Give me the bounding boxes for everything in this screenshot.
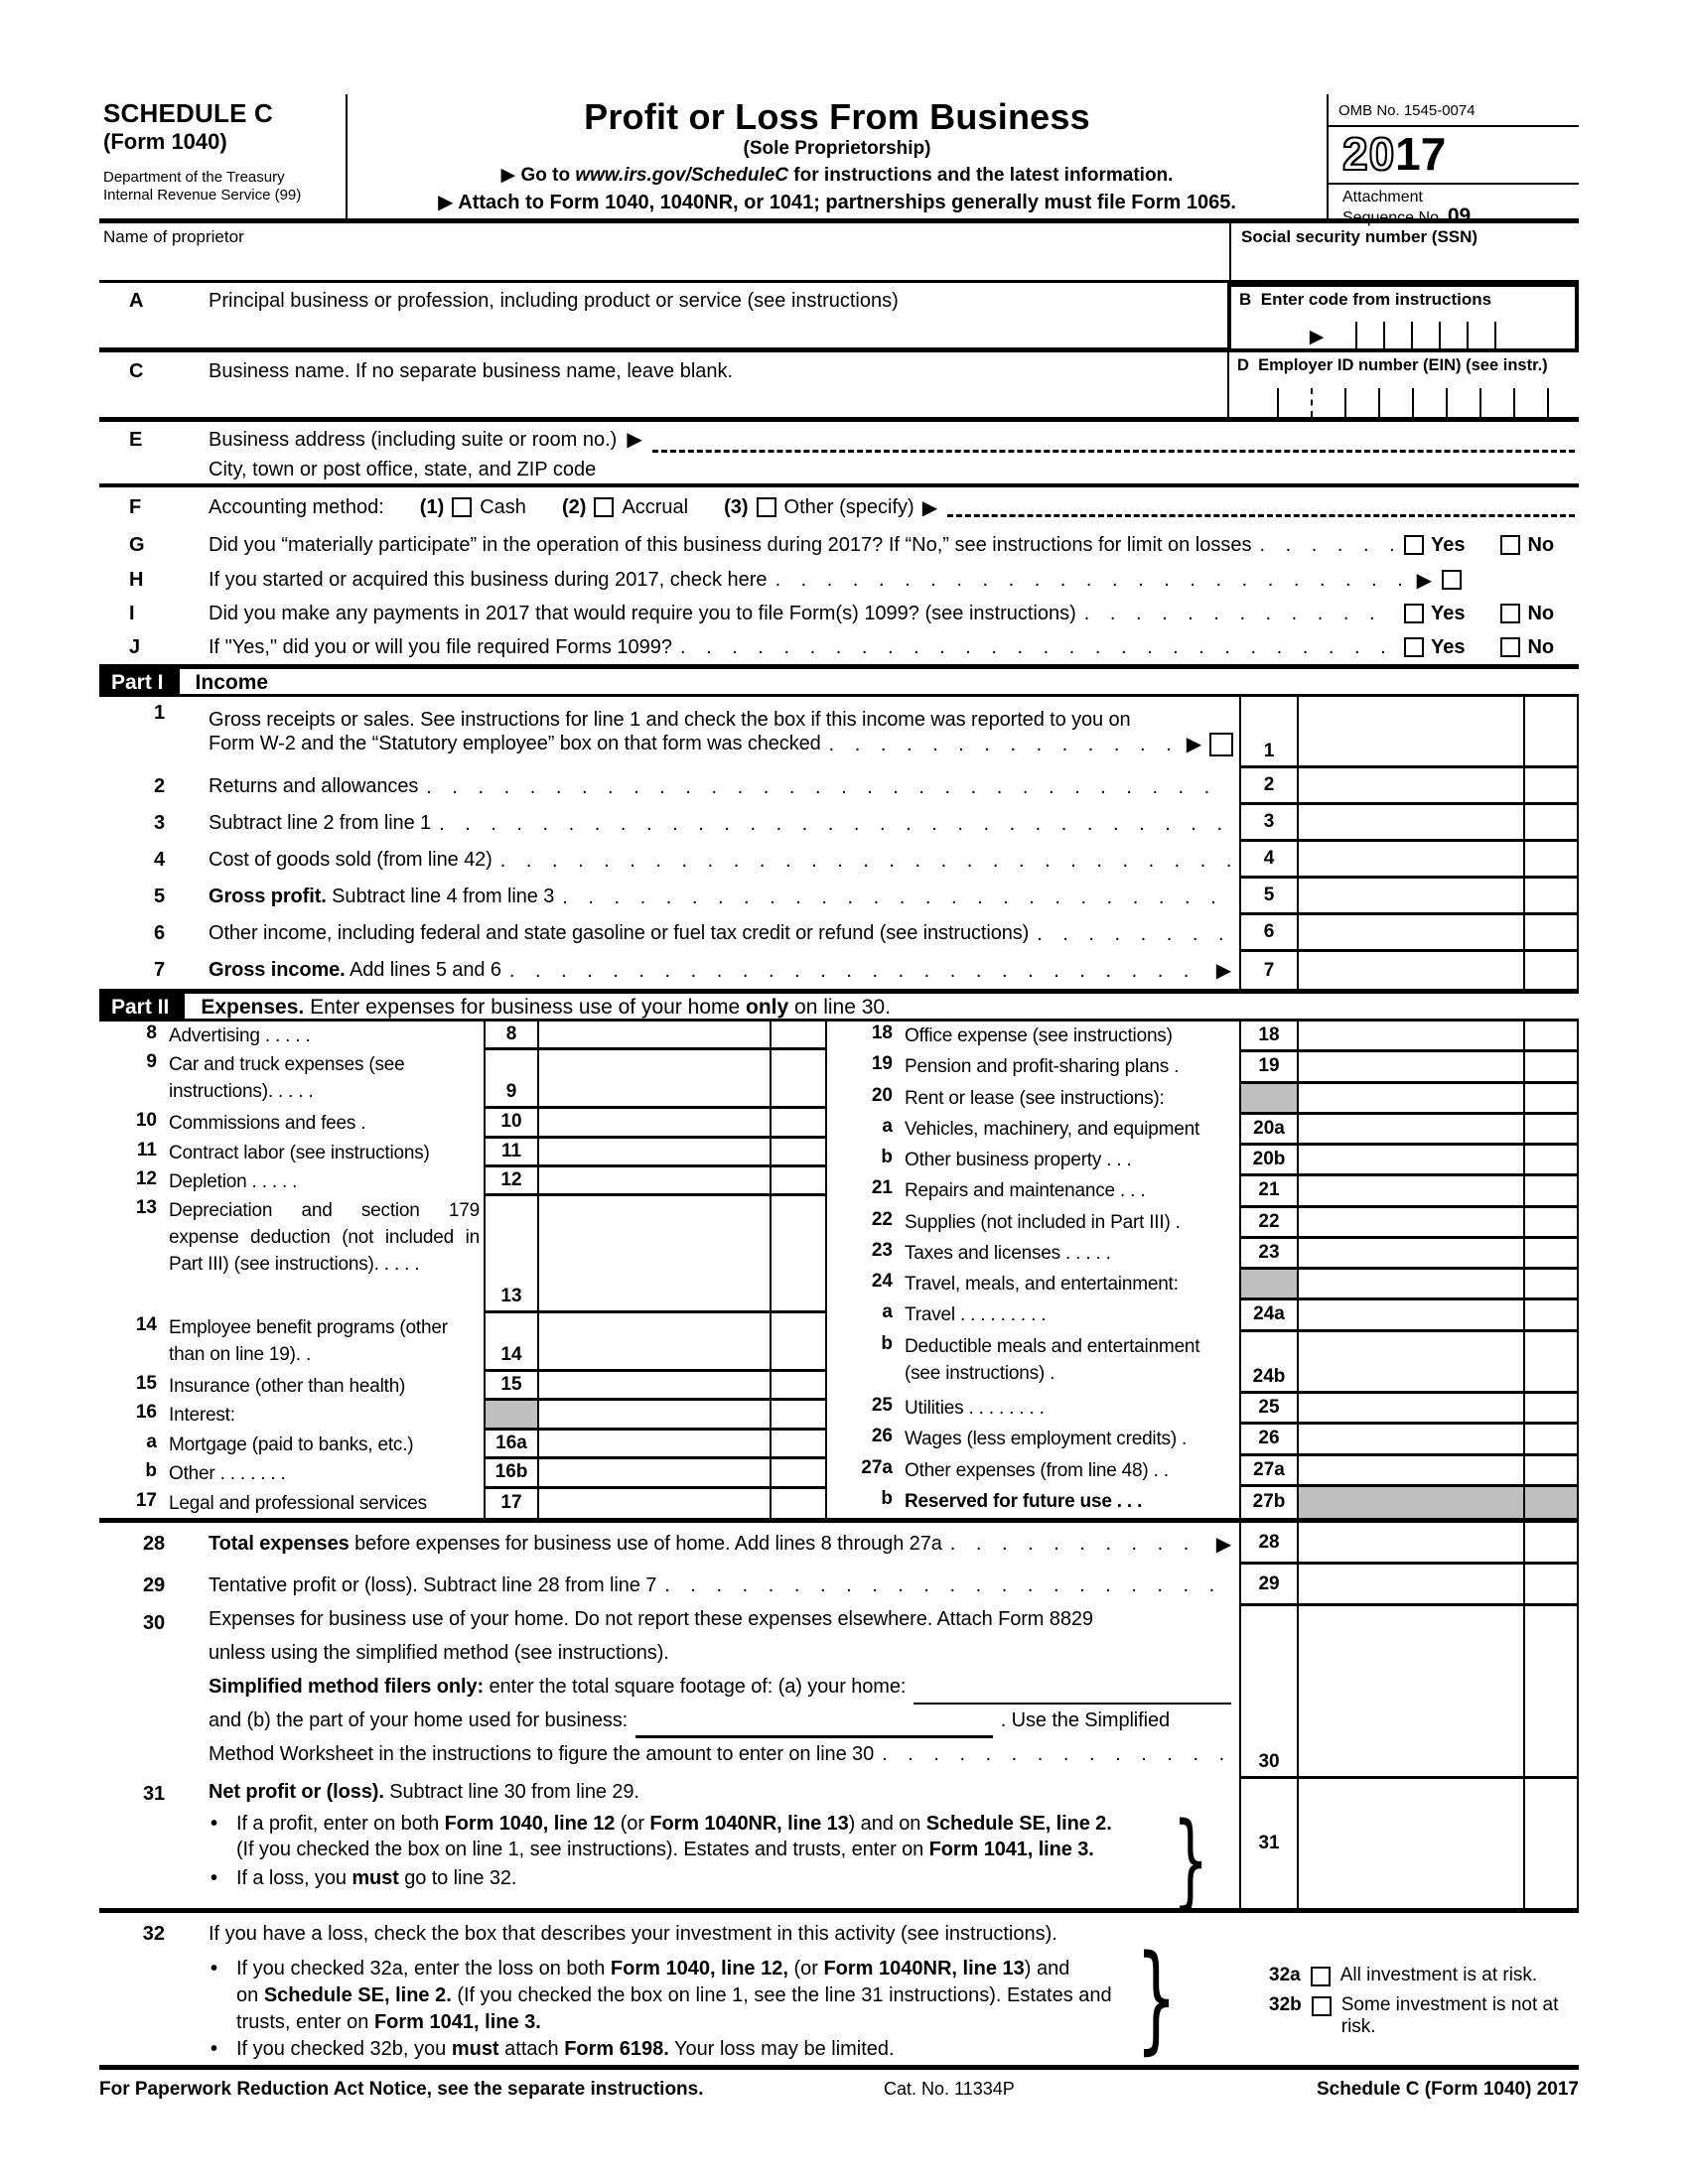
form-title-block	[346, 94, 1329, 218]
line-box-number: 27a	[1239, 1456, 1299, 1487]
dot-leader	[562, 887, 1231, 908]
line-number: 29	[142, 1573, 165, 1596]
year-bold: 17	[1395, 128, 1447, 180]
line-number: 2	[153, 775, 165, 797]
line-box-number: 22	[1239, 1208, 1299, 1239]
at-risk-choices: 32a All investment is at risk. 32b Some investment is not at risk.	[1269, 1965, 1559, 2037]
cents-field[interactable]	[1525, 1425, 1579, 1455]
cents-field	[1525, 1084, 1579, 1115]
ssn-field[interactable]: Social security number (SSN)	[1229, 223, 1579, 280]
line-box-number: 24a	[1239, 1300, 1299, 1331]
code-digit-cell[interactable]	[1441, 322, 1469, 348]
line-box-number: 20b	[1239, 1146, 1299, 1176]
amount-field[interactable]	[1299, 1779, 1525, 1908]
materially-participate-yes-checkbox[interactable]	[1404, 535, 1424, 555]
amount-field[interactable]	[1299, 1565, 1525, 1606]
line-number: 32a	[1269, 1965, 1301, 1985]
brace-glyph: }	[1172, 1800, 1209, 1921]
cents-field[interactable]	[1525, 1176, 1579, 1207]
arrow-icon: ▶	[500, 165, 516, 186]
amount-field[interactable]	[539, 1050, 772, 1109]
expense-row-14: 14 Employee benefit programs (other than on line 19). . 14	[99, 1313, 827, 1372]
amount-field[interactable]	[539, 1489, 772, 1518]
line-box-number: 15	[484, 1372, 539, 1401]
schedule-name: SCHEDULE C	[103, 98, 274, 128]
all-investment-at-risk-checkbox[interactable]	[1311, 1967, 1331, 1986]
line-box-number: 16b	[484, 1459, 539, 1488]
started-business-checkbox[interactable]	[1442, 570, 1462, 590]
ein-digit-cell[interactable]	[1346, 388, 1380, 417]
expense-row-20a: a Vehicles, machinery, and equipment 20a	[841, 1115, 1579, 1146]
form-number: (Form 1040)	[103, 129, 227, 154]
line-31: 31 Net profit or (loss). Subtract line 30 from line 29. • If a profit, enter on both Form 1040, line 12 (or Form 1040NR, line 13) and on Schedule SE, line 2. (If you checked the box on line 1, see instructions). Estates and trusts, enter on Form 1041, line 3. • If a loss, you must go to line 32. } 31	[99, 1779, 1579, 1908]
expense-row-27b: b Reserved for future use . . . 27b	[841, 1487, 1579, 1518]
line-box-number: 25	[1239, 1394, 1299, 1425]
income-line-1: 1 Gross receipts or sales. See instructions for line 1 and check the box if this income was reported to you on Form W-2 and the “Statutory employee” box on that form was checked . . . ▶ 1	[99, 697, 1579, 768]
line-number: 7	[153, 959, 165, 981]
line-box-number: 24b	[1239, 1332, 1299, 1395]
arrow-icon: ▶	[1186, 734, 1201, 755]
form-id-block	[99, 94, 346, 218]
statutory-employee-checkbox[interactable]	[1209, 733, 1233, 756]
ein-box[interactable]: D Employer ID number (EIN) (see instr.)	[1227, 352, 1579, 422]
line-box-number: 21	[1239, 1176, 1299, 1207]
amount-field[interactable]	[1299, 842, 1525, 879]
amount-field[interactable]	[1299, 915, 1525, 952]
dot-leader	[500, 850, 1231, 872]
amount-field[interactable]	[539, 1139, 772, 1167]
line-box-number: 5	[1239, 879, 1299, 915]
line-letter: J	[129, 635, 141, 658]
amount-field[interactable]	[539, 1459, 772, 1488]
form-footer-id: Schedule C (Form 1040) 2017	[1317, 2079, 1579, 2100]
cents-field[interactable]	[1525, 1565, 1579, 1606]
cents-field[interactable]	[1525, 1146, 1579, 1176]
part2-title: Expenses. Enter expenses for business use of your home only on line 30.	[201, 995, 891, 1019]
line-box-number: 2	[1239, 768, 1299, 805]
line-a-field[interactable]: A Principal business or profession, including product or service (see instructions)	[99, 283, 1227, 352]
line-number: 3	[153, 812, 165, 834]
line-box-number: 9	[484, 1050, 539, 1109]
expense-row-16b: b Other . . . . . . . 16b	[99, 1459, 827, 1488]
line-box-number	[1239, 1084, 1299, 1115]
amount-field[interactable]	[1299, 768, 1525, 805]
code-digit-cell[interactable]	[1357, 322, 1385, 348]
payments-1099-no-checkbox[interactable]	[1500, 604, 1520, 623]
yes-no-group: Yes No	[1404, 534, 1579, 557]
line-box-number: 23	[1239, 1239, 1299, 1270]
paperwork-notice: For Paperwork Reduction Act Notice, see the separate instructions.	[99, 2079, 704, 2100]
amount-field[interactable]	[539, 1167, 772, 1196]
cents-field[interactable]	[1525, 1456, 1579, 1487]
form-title: Profit or Loss From Business	[584, 96, 1090, 137]
dot-leader	[829, 734, 1179, 755]
cents-field[interactable]	[772, 1109, 827, 1138]
line-box-number: 17	[484, 1489, 539, 1518]
amount-field[interactable]	[1299, 1456, 1525, 1487]
amount-field[interactable]	[1299, 1022, 1525, 1052]
line-box-number: 30	[1239, 1606, 1299, 1779]
expense-row-25: 25 Utilities . . . . . . . . 25	[841, 1394, 1579, 1425]
brace-glyph: }	[1135, 1929, 1178, 2066]
line-28: 28 Total expenses before expenses for business use of home. Add lines 8 through 27a . . . ▶ 28	[99, 1523, 1579, 1565]
form-footer	[99, 2070, 1579, 2101]
line-letter: G	[129, 533, 145, 556]
line-32-section: 32 If you have a loss, check the box that describes your investment in this activity (see instructions). • If you checked 32a, enter the loss on both Form 1040, line 12, (or Form 1040NR, line 13) and on Schedule SE, line 2. (If you checked the box on line 1, see the line 31 instructions). Estates and trusts, enter on Form 1041, line 3. • If you checked 32b, you must attach Form 6198. Your loss may be limited. } 32a All investment is at risk. 32b Some investment is not at risk.	[99, 1913, 1579, 2070]
cents-field[interactable]	[772, 1313, 827, 1372]
line-number: 28	[142, 1532, 165, 1555]
dot-leader	[426, 776, 1231, 798]
cents-field[interactable]	[1525, 1394, 1579, 1425]
row-f: F Accounting method: (1) Cash (2) Accrual (3) Other (specify) ▶	[99, 487, 1579, 527]
catalog-number: Cat. No. 11334P	[884, 2079, 1015, 2099]
income-section	[99, 697, 1579, 989]
expense-row-12: 12 Depletion . . . . . 12	[99, 1167, 827, 1196]
dot-leader	[1037, 923, 1231, 945]
line-number: 4	[153, 849, 165, 871]
cents-field[interactable]	[772, 1489, 827, 1518]
income-line-4: 4 Cost of goods sold (from line 42) . . . 4	[99, 842, 1579, 879]
cents-field[interactable]	[772, 1050, 827, 1109]
line-box-number: 3	[1239, 805, 1299, 842]
accrual-checkbox[interactable]	[594, 497, 614, 517]
expense-row-16: 16 Interest:	[99, 1401, 827, 1430]
code-digit-cell[interactable]	[1385, 322, 1413, 348]
income-line-6: 6 Other income, including federal and state gasoline or fuel tax credit or refund (see instructions) . . . 6	[99, 915, 1579, 952]
expense-row-27a: 27a Other expenses (from line 48) . . 27a	[841, 1456, 1579, 1487]
tax-year	[1329, 127, 1579, 185]
proprietor-name-field[interactable]: Name of proprietor	[103, 227, 244, 246]
totals-section	[99, 1523, 1579, 1921]
line-letter: B	[1239, 290, 1252, 309]
line-box-number: 18	[1239, 1022, 1299, 1052]
arrow-icon: ▶	[1416, 569, 1432, 592]
cents-field[interactable]	[1525, 768, 1579, 805]
amount-field[interactable]	[1299, 1115, 1525, 1146]
part1-tag: Part I	[99, 669, 180, 694]
materially-participate-no-checkbox[interactable]	[1500, 535, 1520, 555]
arrow-icon: ▶	[1309, 327, 1325, 347]
line-box-number: 4	[1239, 842, 1299, 879]
expense-row-9: 9 Car and truck expenses (see instructions). . . . . 9	[99, 1050, 827, 1109]
line-box-number: 27b	[1239, 1487, 1299, 1518]
expense-row-16a: a Mortgage (paid to banks, etc.) 16a	[99, 1431, 827, 1459]
ein-digit-cell[interactable]	[1481, 388, 1515, 417]
business-square-footage-field[interactable]	[635, 1718, 993, 1738]
expense-row-24b: b Deductible meals and entertainment (see instructions) . 24b	[841, 1332, 1579, 1395]
expense-row-24a: a Travel . . . . . . . . . 24a	[841, 1300, 1579, 1331]
line-box-number: 7	[1239, 952, 1299, 989]
line-number: 1	[153, 702, 165, 724]
row-j: J If "Yes," did you or will you file required Forms 1099? . . . Yes No	[99, 630, 1579, 664]
cash-checkbox[interactable]	[452, 497, 472, 517]
dot-leader	[1260, 534, 1397, 556]
amount-field[interactable]	[1299, 697, 1525, 768]
amount-field	[1299, 1270, 1525, 1300]
expense-row-15: 15 Insurance (other than health) 15	[99, 1372, 827, 1401]
attach-line: ▶ Attach to Form 1040, 1040NR, or 1041; partnerships generally must file Form 1065.	[438, 192, 1236, 213]
row-h: H If you started or acquired this business during 2017, check here . . . ▶	[99, 563, 1579, 597]
row-c	[99, 352, 1579, 422]
cents-field[interactable]	[772, 1431, 827, 1459]
column-gutter	[827, 1022, 841, 1518]
line-letter: F	[129, 495, 142, 518]
part1-title: Income	[195, 670, 269, 694]
line-letter: I	[129, 602, 135, 624]
dot-leader	[439, 813, 1231, 835]
form-subtitle: (Sole Proprietorship)	[743, 138, 931, 159]
amount-field[interactable]	[1299, 879, 1525, 915]
expense-row-19: 19 Pension and profit-sharing plans . 19	[841, 1052, 1579, 1083]
line-c-field[interactable]: C Business name. If no separate business name, leave blank.	[99, 352, 1227, 422]
business-code-cells[interactable]	[1231, 322, 1575, 348]
cents-field[interactable]	[772, 1167, 827, 1196]
expense-row-26: 26 Wages (less employment credits) . 26	[841, 1425, 1579, 1455]
line-30: 30 Expenses for business use of your home. Do not report these expenses elsewhere. Attach Form 8829 unless using the simplified method (see instructions). Simplified method filers only: enter the total square footage of: (a) your home: and (b) the part of your home used for business: . Use the Simplified Method Worksheet in the instructions to figure the amount to enter on line 30 . . . 30	[99, 1606, 1579, 1779]
amount-field[interactable]	[1299, 1176, 1525, 1207]
amount-field[interactable]	[1299, 1239, 1525, 1270]
income-line-7: 7 Gross income. Add lines 5 and 6 . . . ▶ 7	[99, 952, 1579, 989]
part2-tag: Part II	[99, 994, 185, 1019]
cents-field[interactable]	[1525, 1208, 1579, 1239]
business-code-box[interactable]: B Enter code from instructions ▶	[1227, 283, 1579, 352]
amount-field[interactable]	[1299, 1300, 1525, 1331]
expense-row-24: 24 Travel, meals, and entertainment:	[841, 1270, 1579, 1300]
line-box-number: 31	[1239, 1779, 1299, 1908]
cents-field	[772, 1401, 827, 1430]
ein-digit-cell[interactable]	[1279, 388, 1313, 417]
amount-field[interactable]	[539, 1109, 772, 1138]
omb-year-block	[1329, 94, 1579, 227]
line-number: 32	[142, 1923, 165, 1945]
line-box-number	[1239, 1270, 1299, 1300]
row-g: G Did you “materially participate” in the operation of this business during 2017? If “No,” see instructions for limit on losses . . . Yes No	[99, 527, 1579, 563]
dot-leader	[509, 960, 1208, 982]
amount-field[interactable]	[1299, 1052, 1525, 1083]
code-digit-cell[interactable]	[1469, 322, 1496, 348]
ein-digit-cell[interactable]	[1515, 388, 1549, 417]
line-number: 32b	[1269, 1994, 1302, 2015]
dot-leader	[680, 636, 1396, 658]
ein-digit-cell[interactable]	[1414, 388, 1448, 417]
amount-field[interactable]	[539, 1313, 772, 1372]
line-box-number: 13	[484, 1196, 539, 1313]
expense-row-23: 23 Taxes and licenses . . . . . 23	[841, 1239, 1579, 1270]
cents-field	[1525, 1487, 1579, 1518]
code-digit-cell[interactable]	[1413, 322, 1441, 348]
cents-field[interactable]	[1525, 1239, 1579, 1270]
line-letter: H	[129, 568, 144, 591]
dot-leader	[775, 569, 1409, 591]
arrow-icon: ▶	[438, 192, 454, 213]
cents-field[interactable]	[1525, 1115, 1579, 1146]
home-square-footage-field[interactable]	[914, 1685, 1231, 1705]
dot-leader	[950, 1533, 1208, 1555]
arrow-icon: ▶	[627, 429, 642, 451]
expense-row-20: 20 Rent or lease (see instructions):	[841, 1084, 1579, 1115]
line-letter: C	[129, 360, 144, 382]
line-letter: A	[129, 290, 144, 312]
line-box-number: 20a	[1239, 1115, 1299, 1146]
cents-field[interactable]	[1525, 1779, 1579, 1908]
city-state-zip-label: City, town or post office, state, and ZIP code	[209, 459, 597, 480]
amount-field[interactable]	[539, 1022, 772, 1050]
yes-no-group: Yes No	[1404, 603, 1579, 625]
proprietor-row	[99, 223, 1579, 283]
line-letter: D	[1237, 356, 1249, 374]
line-box-number: 6	[1239, 915, 1299, 952]
payments-1099-yes-checkbox[interactable]	[1404, 604, 1424, 623]
line-letter: E	[129, 429, 143, 451]
dot-leader	[664, 1574, 1231, 1596]
amount-field[interactable]	[1299, 1208, 1525, 1239]
ein-digit-cell[interactable]	[1448, 388, 1481, 417]
arrow-icon: ▶	[921, 496, 938, 519]
expenses-table	[99, 1022, 1579, 1523]
cents-field[interactable]	[1525, 1523, 1579, 1565]
amount-field[interactable]	[539, 1196, 772, 1313]
line-number: 31	[142, 1783, 165, 1805]
cents-field[interactable]	[1525, 1606, 1579, 1779]
line-box-number: 11	[484, 1139, 539, 1167]
expenses-left-column	[99, 1022, 827, 1518]
amount-field[interactable]	[1299, 1394, 1525, 1425]
arrow-icon: ▶	[1215, 1533, 1231, 1556]
line-box-number	[484, 1401, 539, 1430]
cents-field[interactable]	[1525, 805, 1579, 842]
row-i: I Did you make any payments in 2017 that would require you to file Form(s) 1099? (see instructions) . . . Yes No	[99, 597, 1579, 630]
amount-field[interactable]	[1299, 952, 1525, 989]
cents-field[interactable]	[1525, 1300, 1579, 1331]
amount-field[interactable]	[1299, 1523, 1525, 1565]
line-number: 30	[142, 1612, 165, 1634]
cents-field[interactable]	[772, 1196, 827, 1313]
amount-field	[539, 1401, 772, 1430]
amount-field[interactable]	[539, 1431, 772, 1459]
amount-field[interactable]	[1299, 1332, 1525, 1395]
part2-header-bar	[99, 989, 1579, 1022]
department-lines: Department of the Treasury Internal Revenue Service (99)	[103, 169, 302, 204]
file-1099-no-checkbox[interactable]	[1500, 637, 1520, 657]
attachment-sequence: Attachment Sequence No. 09	[1342, 189, 1472, 227]
cents-field[interactable]	[772, 1139, 827, 1167]
amount-field[interactable]	[1299, 1425, 1525, 1455]
line-29: 29 Tentative profit or (loss). Subtract line 28 from line 7 . . . 29	[99, 1565, 1579, 1606]
expense-row-20b: b Other business property . . . 20b	[841, 1146, 1579, 1176]
amount-field[interactable]	[1299, 1146, 1525, 1176]
row-a	[99, 283, 1579, 352]
cents-field[interactable]	[772, 1372, 827, 1401]
arrow-icon: ▶	[1215, 960, 1231, 982]
dot-leader	[1084, 603, 1396, 624]
line-box-number: 16a	[484, 1431, 539, 1459]
form-header	[99, 94, 1579, 227]
amount-field	[1299, 1084, 1525, 1115]
line-box-number: 10	[484, 1109, 539, 1138]
code-digit-cell[interactable]	[1330, 322, 1357, 348]
file-1099-yes-checkbox[interactable]	[1404, 637, 1424, 657]
income-line-5: 5 Gross profit. Subtract line 4 from line 3 . . . 5	[99, 879, 1579, 915]
expense-row-10: 10 Commissions and fees . 10	[99, 1109, 827, 1138]
some-investment-not-at-risk-checkbox[interactable]	[1312, 1996, 1332, 2016]
omb-number: OMB No. 1545-0074	[1329, 94, 1579, 127]
line-number: 6	[153, 922, 165, 944]
line-box-number: 28	[1239, 1523, 1299, 1565]
cents-field[interactable]	[772, 1022, 827, 1050]
income-line-2: 2 Returns and allowances . . . 2	[99, 768, 1579, 805]
line-box-number: 12	[484, 1167, 539, 1196]
expense-row-11: 11 Contract labor (see instructions) 11	[99, 1139, 827, 1167]
amount-field[interactable]	[1299, 805, 1525, 842]
expense-row-22: 22 Supplies (not included in Part III) . 22	[841, 1208, 1579, 1239]
row-e: E Business address (including suite or room no.) ▶ City, town or post office, state, and ZIP code	[99, 422, 1579, 487]
ein-digit-cell[interactable]	[1380, 388, 1414, 417]
line-box-number: 26	[1239, 1425, 1299, 1455]
ein-digit-cells[interactable]	[1229, 388, 1579, 417]
cents-field[interactable]	[1525, 1052, 1579, 1083]
line-number: 5	[153, 886, 165, 907]
line-box-number: 14	[484, 1313, 539, 1372]
expense-row-17: 17 Legal and professional services 17	[99, 1489, 827, 1518]
income-line-3: 3 Subtract line 2 from line 1 . . . 3	[99, 805, 1579, 842]
cents-field[interactable]	[1525, 1332, 1579, 1395]
expense-row-13: 13 Depreciation and section 179 expense deduction (not included in Part III) (see instructions). . . . . 13	[99, 1196, 827, 1313]
cents-field	[1525, 1270, 1579, 1300]
other-method-checkbox[interactable]	[757, 497, 776, 517]
business-address-field[interactable]	[652, 433, 1575, 453]
line-box-number: 8	[484, 1022, 539, 1050]
cents-field[interactable]	[772, 1459, 827, 1488]
part1-header-bar	[99, 664, 1579, 697]
expenses-right-column	[841, 1022, 1579, 1518]
amount-field	[1299, 1487, 1525, 1518]
line-box-number: 1	[1239, 697, 1299, 768]
other-method-specify-field[interactable]	[947, 497, 1575, 517]
dot-leader	[882, 1743, 1231, 1765]
expense-row-21: 21 Repairs and maintenance . . . 21	[841, 1176, 1579, 1207]
line-box-number: 19	[1239, 1052, 1299, 1083]
sequence-number: 09	[1447, 205, 1472, 227]
amount-field[interactable]	[1299, 1606, 1525, 1779]
ein-digit-cell[interactable]	[1313, 388, 1346, 417]
amount-field[interactable]	[539, 1372, 772, 1401]
ein-digit-cell[interactable]	[1245, 388, 1279, 417]
cents-field[interactable]	[1525, 879, 1579, 915]
cents-field[interactable]	[1525, 952, 1579, 989]
line-box-number: 29	[1239, 1565, 1299, 1606]
cents-field[interactable]	[1525, 1022, 1579, 1052]
goto-instructions-line: ▶ Go to www.irs.gov/ScheduleC for instructions and the latest information.	[500, 165, 1174, 186]
expense-row-18: 18 Office expense (see instructions) 18	[841, 1022, 1579, 1052]
cents-field[interactable]	[1525, 697, 1579, 768]
yes-no-group: Yes No	[1404, 636, 1579, 659]
cents-field[interactable]	[1525, 842, 1579, 879]
expense-row-8: 8 Advertising . . . . . 8	[99, 1022, 827, 1050]
cents-field[interactable]	[1525, 915, 1579, 952]
year-outline: 20	[1342, 128, 1396, 180]
